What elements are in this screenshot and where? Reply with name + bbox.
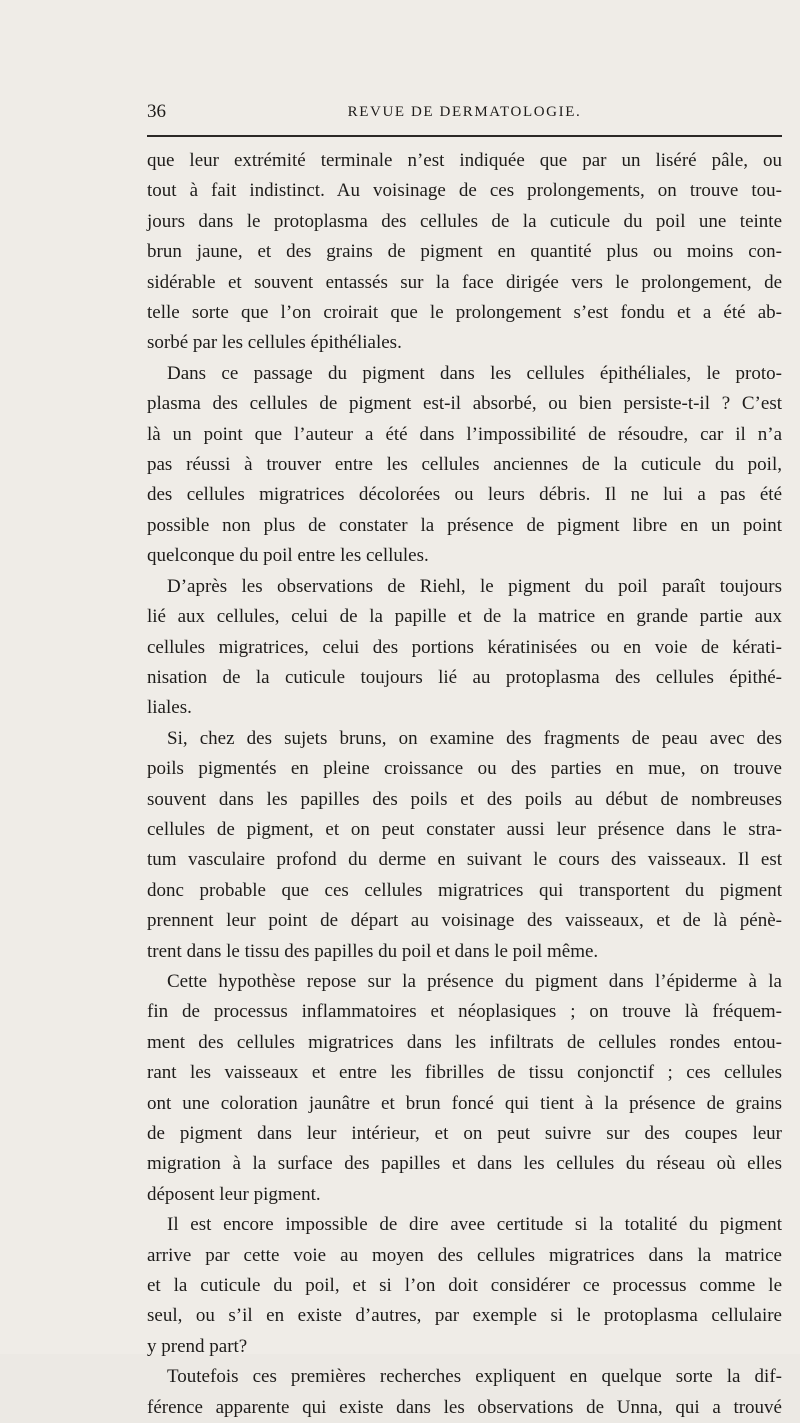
header-rule bbox=[147, 135, 782, 137]
text-line: ment des cellules migratrices dans les infiltrats de cellules rondes entou- bbox=[147, 1031, 782, 1053]
text-line: quelconque du poil entre les cellules. bbox=[147, 545, 429, 567]
text-line: pas réussi à trouver entre les cellules anciennes de la cuticule du poil, bbox=[147, 454, 782, 476]
text-line: poils pigmentés en pleine croissance ou des parties en mue, on trouve bbox=[147, 758, 782, 780]
text-line: liales. bbox=[147, 697, 192, 719]
running-title: REVUE DE DERMATOLOGIE. bbox=[347, 104, 582, 120]
text-line: Toutefois ces premières recherches expliquent en quelque sorte la dif- bbox=[167, 1366, 782, 1388]
text-line: là un point que l’auteur a été dans l’impossibilité de résoudre, car il n’a bbox=[147, 423, 782, 445]
text-line: migration à la surface des papilles et dans les cellules du réseau où elles bbox=[147, 1153, 782, 1175]
text-line: Dans ce passage du pigment dans les cellules épithéliales, le proto- bbox=[167, 362, 782, 384]
text-line: trent dans le tissu des papilles du poil et dans le poil même. bbox=[147, 940, 599, 962]
text-line: Il est encore impossible de dire avee certitude si la totalité du pigment bbox=[167, 1214, 782, 1236]
text-line: brun jaune, et des grains de pigment en quantité plus ou moins con- bbox=[147, 241, 782, 263]
text-line: cellules migratrices, celui des portions kératinisées ou en voie de kérati- bbox=[147, 636, 782, 658]
text-line: donc probable que ces cellules migratrices qui transportent du pigment bbox=[147, 879, 782, 901]
text-line: rant les vaisseaux et entre les fibrilles de tissu conjonctif ; ces cellules bbox=[147, 1062, 782, 1084]
text-line: et la cuticule du poil, et si l’on doit considérer ce processus comme le bbox=[147, 1275, 782, 1297]
text-line: des cellules migratrices décolorées ou leurs débris. Il ne lui a pas été bbox=[147, 484, 782, 506]
body-text bbox=[147, 146, 782, 1423]
text-line: ont une coloration jaunâtre et brun foncé qui tient à la présence de grains bbox=[147, 1092, 782, 1114]
text-line: de pigment dans leur intérieur, et on peut suivre sur des coupes leur bbox=[147, 1123, 782, 1144]
running-head bbox=[147, 100, 782, 124]
text-line: jours dans le protoplasma des cellules de la cuticule du poil une teinte bbox=[147, 210, 782, 232]
text-line: D’après les observations de Riehl, le pigment du poil paraît toujours bbox=[167, 575, 782, 597]
text-line: plasma des cellules de pigment est-il absorbé, ou bien persiste-t-il ? C’est bbox=[147, 393, 782, 415]
text-line: tum vasculaire profond du derme en suivant le cours des vaisseaux. Il est bbox=[147, 849, 782, 871]
page-number: 36 bbox=[147, 101, 166, 122]
text-line: sidérable et souvent entassés sur la face dirigée vers le prolongement, de bbox=[147, 271, 782, 293]
text-line: Cette hypothèse repose sur la présence du pigment dans l’épiderme à la bbox=[167, 970, 782, 992]
text-line: lié aux cellules, celui de la papille et de la matrice en grande partie aux bbox=[147, 606, 782, 628]
text-line: Si, chez des sujets bruns, on examine des fragments de peau avec des bbox=[167, 727, 782, 749]
text-line: cellules de pigment, et on peut constater aussi leur présence dans le stra- bbox=[147, 818, 782, 840]
text-line: que leur extrémité terminale n’est indiquée que par un liséré pâle, ou bbox=[147, 150, 782, 171]
text-line: souvent dans les papilles des poils et des poils au début de nombreuses bbox=[147, 788, 782, 810]
text-line: arrive par cette voie au moyen des cellules migratrices dans la matrice bbox=[147, 1244, 782, 1266]
text-line: déposent leur pigment. bbox=[147, 1183, 321, 1205]
text-line: tout à fait indistinct. Au voisinage de ces prolongements, on trouve tou- bbox=[147, 180, 782, 202]
text-line: sorbé par les cellules épithéliales. bbox=[147, 332, 402, 354]
text-line: y prend part? bbox=[147, 1335, 248, 1357]
text-line: férence apparente qui existe dans les observations de Unna, qui a trouvé bbox=[147, 1396, 782, 1418]
text-line: fin de processus inflammatoires et néoplasiques ; on trouve là fréquem- bbox=[147, 1001, 782, 1023]
text-line: telle sorte que l’on croirait que le prolongement s’est fondu et a été ab- bbox=[147, 302, 782, 324]
text-line: prennent leur point de départ au voisinage des vaisseaux, et de là pénè- bbox=[147, 910, 782, 932]
text-line: seul, ou s’il en existe d’autres, par exemple si le protoplasma cellulaire bbox=[147, 1305, 782, 1327]
text-line: nisation de la cuticule toujours lié au protoplasma des cellules épithé- bbox=[147, 666, 782, 688]
text-line: possible non plus de constater la présence de pigment libre en un point bbox=[147, 514, 782, 536]
